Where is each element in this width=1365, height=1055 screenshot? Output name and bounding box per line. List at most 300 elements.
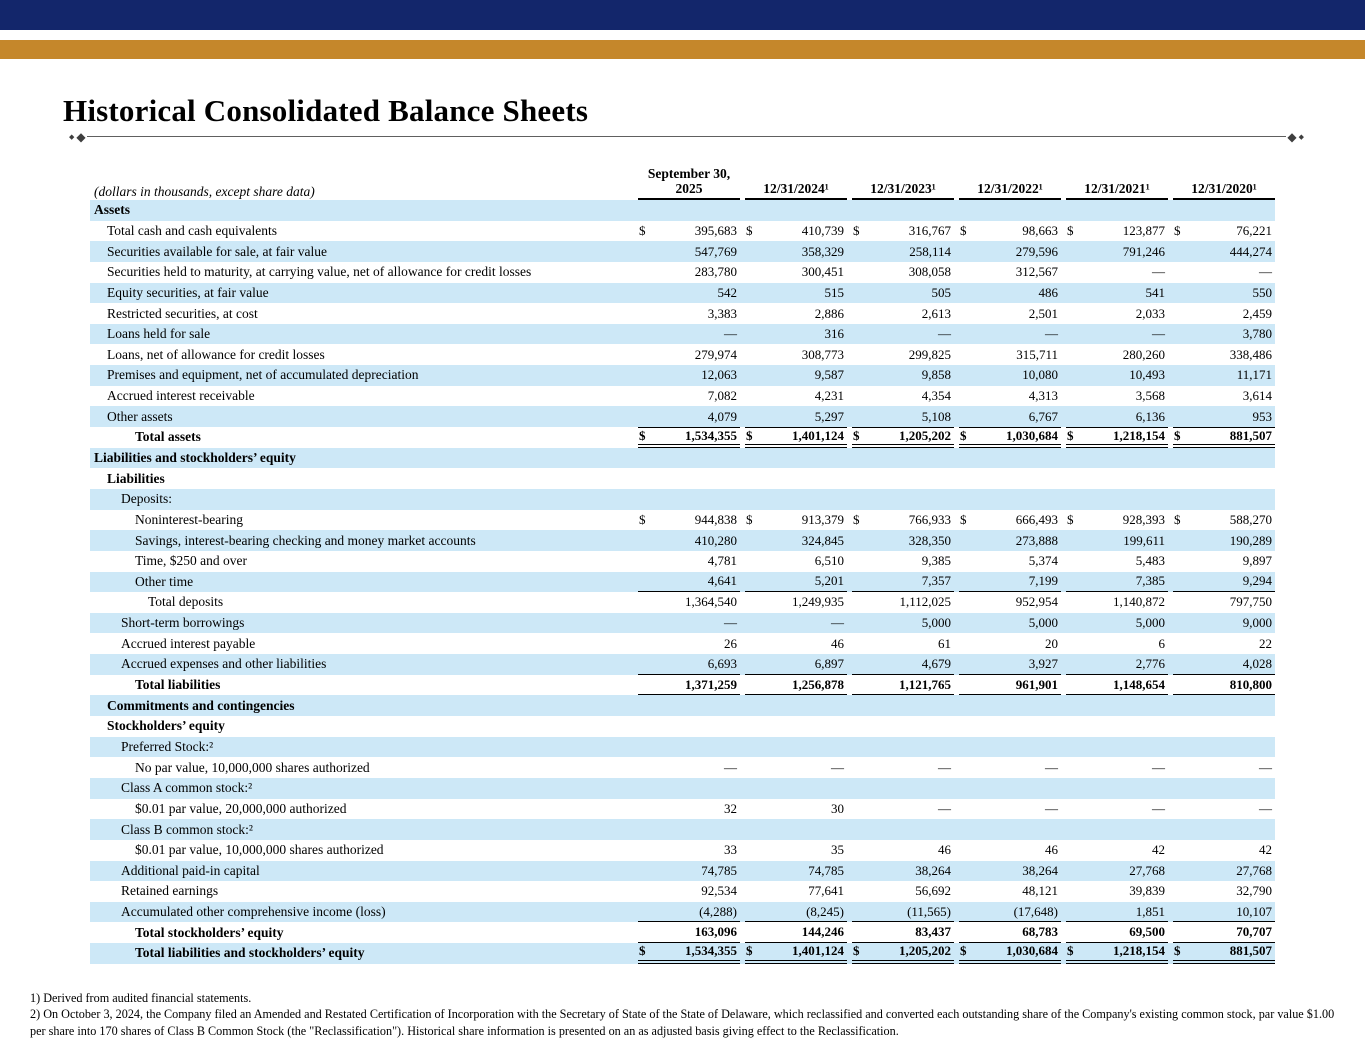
cell-value: —	[938, 759, 951, 775]
cell-value: 33	[724, 842, 737, 858]
cell-value: 316	[824, 326, 844, 342]
value-cell	[745, 427, 847, 448]
cell-value: 2,776	[1135, 655, 1165, 671]
value-cell	[1173, 757, 1275, 778]
value-cell	[1066, 303, 1168, 324]
value-cell	[1066, 551, 1168, 572]
value-cell	[1173, 799, 1275, 820]
value-cell	[1173, 386, 1275, 407]
value-cell	[1066, 861, 1168, 882]
cell-value: —	[724, 759, 737, 775]
cell-value: 810,800	[1229, 676, 1272, 692]
value-cell	[959, 303, 1061, 324]
value-cell	[852, 592, 954, 613]
value-cell	[1066, 241, 1168, 262]
cell-value: 308,058	[908, 264, 951, 280]
value-cell	[638, 510, 740, 531]
cell-value: 6,693	[707, 655, 737, 671]
row-label: Additional paid-in capital	[121, 862, 260, 878]
cell-value: 10,080	[1022, 367, 1058, 383]
value-cell	[852, 406, 954, 427]
dollar-sign: $	[853, 511, 860, 527]
cell-value: 9,858	[921, 367, 951, 383]
cell-value: 42	[1152, 842, 1165, 858]
table-row	[90, 468, 1275, 489]
cell-value: 46	[1045, 842, 1058, 858]
cell-value: 3,780	[1242, 326, 1272, 342]
row-label: Total assets	[135, 429, 201, 445]
cell-value: 123,877	[1122, 222, 1165, 238]
cell-value: 144,246	[801, 924, 844, 940]
table-row	[90, 200, 1275, 221]
value-cell	[1173, 324, 1275, 345]
value-cell	[1173, 613, 1275, 634]
footnotes	[30, 990, 1335, 1039]
cell-value: 1,256,878	[792, 676, 844, 692]
cell-value: 9,385	[921, 553, 951, 569]
cell-value: 26	[724, 635, 737, 651]
table-row	[90, 221, 1275, 242]
balance-table-rows	[90, 200, 1275, 964]
value-cell	[638, 427, 740, 448]
value-cell	[959, 283, 1061, 304]
value-cell	[745, 303, 847, 324]
cell-value: (11,565)	[907, 903, 951, 919]
value-cell	[1173, 283, 1275, 304]
value-cell	[1173, 221, 1275, 242]
cell-value: 547,769	[694, 243, 737, 259]
cell-value: 308,773	[801, 346, 844, 362]
row-label: Assets	[94, 202, 130, 218]
cell-value: 7,082	[707, 388, 737, 404]
value-cell	[852, 283, 954, 304]
row-label: Accrued interest payable	[121, 635, 256, 651]
cell-value: 7,357	[921, 573, 951, 589]
value-cell	[959, 840, 1061, 861]
cell-value: 515	[824, 284, 844, 300]
row-label: Securities available for sale, at fair value	[107, 243, 328, 259]
table-row	[90, 654, 1275, 675]
cell-value: 38,264	[1022, 862, 1058, 878]
cell-value: 766,933	[908, 511, 951, 527]
cell-value: 315,711	[1016, 346, 1058, 362]
value-cell	[638, 922, 740, 943]
value-cell	[852, 861, 954, 882]
dollar-sign: $	[746, 943, 753, 959]
table-row	[90, 819, 1275, 840]
table-row	[90, 633, 1275, 654]
value-cell	[852, 654, 954, 675]
value-cell	[852, 633, 954, 654]
row-label: Liabilities and stockholders’ equity	[94, 450, 296, 465]
row-label: Securities held to maturity, at carrying value, net of allowance for credit losses	[107, 264, 532, 280]
value-cell	[959, 221, 1061, 242]
cell-value: 3,927	[1028, 655, 1058, 671]
cell-value: 46	[831, 635, 844, 651]
value-cell	[1173, 365, 1275, 386]
cell-value: 190,289	[1229, 532, 1272, 548]
value-cell	[959, 262, 1061, 283]
cell-value: 1,218,154	[1113, 943, 1165, 959]
value-cell	[1066, 757, 1168, 778]
cell-value: —	[724, 326, 737, 342]
dollar-sign: $	[853, 222, 860, 238]
dollar-sign: $	[746, 427, 753, 443]
cell-value: 20	[1045, 635, 1058, 651]
cell-value: (17,648)	[1013, 903, 1058, 919]
table-row	[90, 489, 1275, 510]
value-cell	[1173, 406, 1275, 427]
dollar-sign: $	[1067, 943, 1074, 959]
cell-value: 12,063	[701, 367, 737, 383]
value-cell	[1173, 530, 1275, 551]
cell-value: 410,280	[694, 532, 737, 548]
dollar-sign: $	[639, 427, 646, 443]
dollar-sign: $	[1174, 943, 1181, 959]
cell-value: 1,148,654	[1113, 676, 1165, 692]
row-label: Liabilities	[107, 470, 165, 486]
value-cell	[745, 551, 847, 572]
value-cell	[852, 572, 954, 593]
value-cell	[638, 241, 740, 262]
value-cell	[638, 675, 740, 696]
dollar-sign: $	[1174, 427, 1181, 443]
cell-value: 27,768	[1236, 862, 1272, 878]
cell-value: —	[1259, 800, 1272, 816]
value-cell	[745, 675, 847, 696]
table-row	[90, 324, 1275, 345]
cell-value: 952,954	[1015, 594, 1058, 610]
value-cell	[959, 592, 1061, 613]
value-cell	[638, 861, 740, 882]
value-cell	[1173, 262, 1275, 283]
cell-value: 1,401,124	[792, 943, 844, 959]
value-cell	[1173, 303, 1275, 324]
value-cell	[1066, 633, 1168, 654]
cell-value: 273,888	[1015, 532, 1058, 548]
cell-value: 4,679	[921, 655, 951, 671]
dollar-sign: $	[1174, 511, 1181, 527]
value-cell	[1066, 365, 1168, 386]
title-rule: ◆ ◆ ◆ ◆	[69, 129, 1304, 144]
row-label: Noninterest-bearing	[135, 511, 243, 527]
cell-value: 316,767	[908, 222, 951, 238]
value-cell	[1173, 902, 1275, 923]
table-row	[90, 448, 1275, 469]
cell-value: 76,221	[1236, 222, 1272, 238]
dollar-sign: $	[746, 222, 753, 238]
row-label: Other time	[135, 573, 194, 589]
value-cell	[852, 324, 954, 345]
table-row	[90, 592, 1275, 613]
table-row	[90, 695, 1275, 716]
balance-sheet-table	[90, 162, 1275, 964]
value-cell	[1066, 943, 1168, 964]
value-cell	[1066, 799, 1168, 820]
value-cell	[745, 344, 847, 365]
rule-line	[87, 136, 1287, 137]
cell-value: 258,114	[909, 243, 951, 259]
value-cell	[852, 241, 954, 262]
cell-value: 10,493	[1129, 367, 1165, 383]
value-cell	[1066, 592, 1168, 613]
cell-value: —	[831, 615, 844, 631]
value-cell	[638, 633, 740, 654]
row-label: Loans held for sale	[107, 326, 211, 342]
row-label: $0.01 par value, 10,000,000 shares authorized	[135, 842, 384, 858]
cell-value: 10,107	[1236, 903, 1272, 919]
cell-value: 5,483	[1135, 553, 1165, 569]
value-cell	[852, 510, 954, 531]
value-cell	[1066, 840, 1168, 861]
cell-value: 61	[938, 635, 951, 651]
cell-value: —	[938, 326, 951, 342]
dollar-sign: $	[1067, 511, 1074, 527]
cell-value: 1,121,765	[899, 676, 951, 692]
value-cell	[959, 799, 1061, 820]
dollar-sign: $	[1067, 427, 1074, 443]
value-cell	[1173, 881, 1275, 902]
cell-value: 9,000	[1242, 615, 1272, 631]
cell-value: 46	[938, 842, 951, 858]
value-cell	[745, 881, 847, 902]
cell-value: 6	[1158, 635, 1165, 651]
row-label: Accumulated other comprehensive income (loss)	[121, 904, 386, 920]
cell-value: 11,171	[1236, 367, 1272, 383]
dollar-sign: $	[746, 511, 753, 527]
cell-value: 542	[717, 284, 737, 300]
cell-value: —	[831, 759, 844, 775]
value-cell	[745, 861, 847, 882]
cell-value: 5,000	[921, 615, 951, 631]
row-label: Total liabilities and stockholders’ equity	[135, 945, 365, 961]
cell-value: 1,205,202	[899, 427, 951, 443]
column-header: September 30, 2025	[638, 166, 740, 200]
cell-value: 6,767	[1028, 408, 1058, 424]
value-cell	[638, 221, 740, 242]
row-label: Savings, interest-bearing checking and money market accounts	[135, 532, 476, 548]
cell-value: 4,079	[707, 408, 737, 424]
cell-value: 324,845	[801, 532, 844, 548]
value-cell	[638, 303, 740, 324]
cell-value: 83,437	[915, 924, 951, 940]
cell-value: 1,851	[1135, 903, 1165, 919]
row-label: Deposits:	[121, 491, 173, 507]
value-cell	[959, 633, 1061, 654]
cell-value: 27,768	[1129, 862, 1165, 878]
value-cell	[852, 530, 954, 551]
row-label: Commitments and contingencies	[107, 697, 295, 713]
cell-value: 913,379	[801, 511, 844, 527]
cell-value: 299,825	[908, 346, 951, 362]
cell-value: —	[1152, 326, 1165, 342]
value-cell	[745, 262, 847, 283]
cell-value: 1,030,684	[1006, 943, 1058, 959]
dollar-sign: $	[960, 943, 967, 959]
cell-value: 2,613	[921, 305, 951, 321]
value-cell	[852, 840, 954, 861]
dollar-sign: $	[853, 427, 860, 443]
value-cell	[852, 922, 954, 943]
cell-value: 1,030,684	[1006, 427, 1058, 443]
cell-value: 797,750	[1229, 594, 1272, 610]
row-label: Retained earnings	[121, 883, 219, 899]
row-label: Premises and equipment, net of accumulated depreciation	[107, 367, 419, 383]
cell-value: 1,364,540	[685, 594, 737, 610]
cell-value: 666,493	[1015, 511, 1058, 527]
cell-value: —	[724, 615, 737, 631]
cell-value: 300,451	[801, 264, 844, 280]
table-row	[90, 799, 1275, 820]
cell-value: 280,260	[1122, 346, 1165, 362]
table-row	[90, 675, 1275, 696]
footnote: 2) On October 3, 2024, the Company filed an Amended and Restated Certification of Incorporation with the Secretary of State of the State of Delaware, which reclassified and converted each outstanding share of the Company's existing common stock, par value $1.00 per share into 170 shares of Class B Common Stock (the "Reclassification"). Historical share information is presented on an as adjusted basis giving effect to the Reclassification.	[30, 1007, 1335, 1038]
value-cell	[959, 510, 1061, 531]
value-cell	[959, 386, 1061, 407]
value-cell	[1173, 241, 1275, 262]
cell-value: 1,140,872	[1113, 594, 1165, 610]
cell-value: 5,108	[921, 408, 951, 424]
units-note: (dollars in thousands, except share data)	[94, 184, 315, 199]
table-row	[90, 551, 1275, 572]
cell-value: 5,297	[814, 408, 844, 424]
cell-value: 74,785	[701, 862, 737, 878]
row-label: Time, $250 and over	[135, 553, 247, 569]
top-navy-bar	[0, 0, 1365, 30]
value-cell	[745, 510, 847, 531]
value-cell	[852, 386, 954, 407]
value-cell	[1066, 530, 1168, 551]
value-cell	[1173, 344, 1275, 365]
value-cell	[638, 283, 740, 304]
cell-value: 588,270	[1229, 511, 1272, 527]
value-cell	[852, 551, 954, 572]
value-cell	[1066, 675, 1168, 696]
row-label: Short-term borrowings	[121, 615, 245, 631]
value-cell	[852, 799, 954, 820]
value-cell	[852, 303, 954, 324]
cell-value: 486	[1038, 284, 1058, 300]
footnote: 1) Derived from audited financial statements.	[30, 990, 252, 1005]
cell-value: 3,568	[1135, 388, 1165, 404]
cell-value: —	[1152, 800, 1165, 816]
value-cell	[852, 613, 954, 634]
table-row	[90, 427, 1275, 448]
value-cell	[745, 406, 847, 427]
table-row	[90, 241, 1275, 262]
value-cell	[745, 592, 847, 613]
value-cell	[1066, 324, 1168, 345]
value-cell	[1173, 654, 1275, 675]
dollar-sign: $	[639, 943, 646, 959]
cell-value: —	[938, 800, 951, 816]
value-cell	[959, 861, 1061, 882]
cell-value: 5,000	[1135, 615, 1165, 631]
value-cell	[1066, 654, 1168, 675]
cell-value: 953	[1252, 408, 1272, 424]
table-row	[90, 737, 1275, 758]
cell-value: 199,611	[1123, 532, 1165, 548]
cell-value: —	[1045, 326, 1058, 342]
cell-value: 5,201	[814, 573, 844, 589]
value-cell	[638, 324, 740, 345]
cell-value: 70,707	[1236, 924, 1272, 940]
row-label: Other assets	[107, 408, 173, 424]
value-cell	[959, 922, 1061, 943]
cell-value: 444,274	[1229, 243, 1272, 259]
cell-value: —	[1259, 759, 1272, 775]
table-row	[90, 778, 1275, 799]
cell-value: 395,683	[694, 222, 737, 238]
dollar-sign: $	[960, 222, 967, 238]
cell-value: 92,534	[701, 883, 737, 899]
value-cell	[745, 902, 847, 923]
value-cell	[745, 283, 847, 304]
cell-value: 328,350	[908, 532, 951, 548]
table-row	[90, 881, 1275, 902]
value-cell	[638, 840, 740, 861]
table-row	[90, 613, 1275, 634]
cell-value: 1,205,202	[899, 943, 951, 959]
value-cell	[745, 572, 847, 593]
dollar-sign: $	[960, 511, 967, 527]
cell-value: —	[1152, 264, 1165, 280]
value-cell	[959, 324, 1061, 345]
value-cell	[638, 530, 740, 551]
value-cell	[959, 654, 1061, 675]
value-cell	[1173, 427, 1275, 448]
value-cell	[1173, 922, 1275, 943]
cell-value: 791,246	[1122, 243, 1165, 259]
table-row	[90, 902, 1275, 923]
value-cell	[1066, 572, 1168, 593]
column-header: 12/31/2020¹	[1173, 181, 1275, 200]
value-cell	[959, 943, 1061, 964]
value-cell	[745, 221, 847, 242]
cell-value: 4,231	[814, 388, 844, 404]
column-header: 12/31/2022¹	[959, 181, 1061, 200]
cell-value: 4,028	[1242, 655, 1272, 671]
cell-value: 9,897	[1242, 553, 1272, 569]
value-cell	[1173, 551, 1275, 572]
page-title: Historical Consolidated Balance Sheets	[63, 93, 589, 128]
cell-value: 1,249,935	[792, 594, 844, 610]
dollar-sign: $	[960, 427, 967, 443]
cell-value: 928,393	[1122, 511, 1165, 527]
cell-value: 42	[1259, 842, 1272, 858]
value-cell	[959, 675, 1061, 696]
table-row	[90, 262, 1275, 283]
cell-value: 1,534,355	[685, 943, 737, 959]
row-label: Restricted securities, at cost	[107, 305, 258, 321]
row-label: $0.01 par value, 20,000,000 authorized	[135, 800, 347, 816]
table-row	[90, 716, 1275, 737]
value-cell	[745, 943, 847, 964]
cell-value: 77,641	[808, 883, 844, 899]
cell-value: 1,218,154	[1113, 427, 1165, 443]
cell-value: 2,501	[1028, 305, 1058, 321]
value-cell	[638, 344, 740, 365]
value-cell	[745, 922, 847, 943]
value-cell	[638, 386, 740, 407]
value-cell	[852, 675, 954, 696]
row-label: Preferred Stock:²	[121, 738, 214, 754]
cell-value: 6,510	[814, 553, 844, 569]
value-cell	[959, 902, 1061, 923]
value-cell	[638, 406, 740, 427]
cell-value: —	[1259, 264, 1272, 280]
value-cell	[1173, 675, 1275, 696]
